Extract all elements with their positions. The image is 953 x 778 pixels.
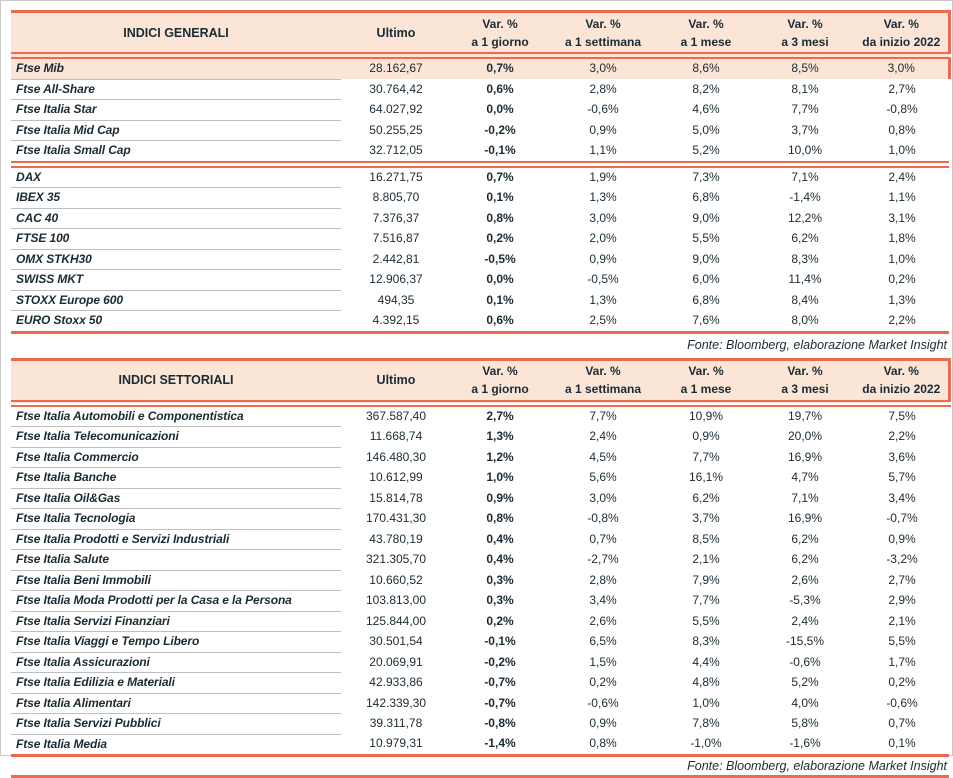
var-1-settimana: 2,8% — [589, 572, 617, 587]
var-da-inizio-2022: 0,7% — [888, 716, 916, 730]
var-label: Var. % — [688, 364, 724, 378]
var-3-mesi: 8,1% — [791, 81, 819, 96]
column-header-var-3-mesi — [755, 12, 855, 56]
source-note: Fonte: Bloomberg, elaborazione Market Insight — [687, 759, 947, 773]
ultimo-value: 20.069,91 — [369, 654, 423, 669]
var-da-inizio-2022: 2,2% — [888, 429, 916, 443]
var-1-settimana: 1,5% — [589, 654, 617, 669]
var-1-giorno: -1,4% — [451, 734, 549, 756]
table-row — [11, 488, 949, 509]
var-1-mese: 7,7% — [692, 593, 720, 607]
var-1-settimana: 1,1% — [589, 142, 617, 157]
var-3-mesi: 19,7% — [787, 408, 823, 423]
var-da-inizio-2022: -0,6% — [886, 695, 918, 710]
var-3-mesi: 5,8% — [791, 716, 819, 730]
var-1-mese: 4,6% — [692, 102, 720, 116]
var-1-giorno: 0,1% — [486, 292, 514, 307]
table-header — [11, 359, 949, 403]
var-3-mesi: 10,0% — [787, 142, 823, 157]
var-da-inizio-2022: 5,5% — [888, 634, 916, 648]
var-sublabel: a 1 giorno — [471, 382, 529, 396]
var-3-mesi: 16,9% — [787, 449, 823, 464]
var-da-inizio-2022: 1,0% — [888, 251, 916, 266]
var-1-settimana: -0,5% — [587, 272, 619, 286]
var-1-settimana: 0,2% — [589, 675, 617, 689]
var-3-mesi: 4,0% — [791, 695, 819, 710]
ultimo-value: 50.255,25 — [369, 122, 423, 137]
var-3-mesi: 8,5% — [755, 56, 855, 80]
var-1-settimana: 2,6% — [589, 613, 617, 628]
var-3-mesi: 8,3% — [791, 251, 819, 266]
ultimo-value: 8.805,70 — [372, 190, 420, 204]
var-1-mese: 7,3% — [657, 164, 755, 188]
var-3-mesi: 6,2% — [791, 552, 819, 566]
var-da-inizio-2022: 7,5% — [888, 408, 916, 423]
var-1-giorno: 0,1% — [486, 190, 514, 204]
ultimo-value: 125.844,00 — [365, 613, 427, 628]
column-header-var-1-mese — [657, 359, 755, 403]
var-1-mese: 8,6% — [657, 56, 755, 80]
index-name: Ftse Italia Mid Cap — [11, 120, 341, 141]
index-name: Ftse Italia Viaggi e Tempo Libero — [11, 632, 341, 653]
var-da-inizio-2022: 0,9% — [888, 531, 916, 546]
ultimo-value: 2.442,81 — [372, 251, 420, 266]
table-row — [11, 673, 949, 694]
var-1-giorno: -0,8% — [484, 716, 516, 730]
var-da-inizio-2022: 1,8% — [888, 231, 916, 245]
var-da-inizio-2022: 1,3% — [888, 292, 916, 307]
var-1-settimana: 0,8% — [549, 734, 657, 756]
var-1-giorno: 0,0% — [486, 102, 514, 116]
ultimo-value: 7.376,37 — [372, 210, 420, 225]
ultimo-value: 11.668,74 — [369, 429, 423, 443]
var-1-giorno: 0,4% — [486, 531, 514, 546]
index-name: Ftse Italia Moda Prodotti per la Casa e la Persona — [11, 591, 341, 612]
var-label: Var. % — [787, 16, 823, 31]
var-1-settimana: 2,5% — [549, 311, 657, 333]
ultimo-value: 10.612,99 — [369, 470, 423, 484]
var-3-mesi: 8,0% — [755, 311, 855, 333]
var-label: Var. % — [585, 364, 621, 378]
var-sublabel: a 1 mese — [680, 34, 732, 49]
var-1-giorno: -0,2% — [484, 122, 516, 137]
index-name: STOXX Europe 600 — [11, 290, 341, 311]
var-3-mesi: 2,4% — [791, 613, 819, 628]
var-label: Var. % — [585, 16, 621, 31]
var-1-giorno: 0,7% — [451, 164, 549, 188]
var-1-mese: 1,0% — [692, 695, 720, 710]
var-1-mese: 8,5% — [692, 531, 720, 546]
var-1-giorno: -0,1% — [484, 634, 516, 648]
var-1-giorno: -0,1% — [484, 142, 516, 157]
index-name: Ftse Italia Media — [11, 734, 341, 756]
row-group — [11, 164, 949, 332]
var-3-mesi: 20,0% — [787, 429, 823, 443]
var-1-giorno: 0,2% — [486, 231, 514, 245]
column-header-var-1-mese — [657, 12, 755, 56]
table-title: INDICI GENERALI — [11, 12, 341, 56]
column-header-var-1-settimana — [549, 359, 657, 403]
var-1-mese: 5,5% — [692, 231, 720, 245]
var-da-inizio-2022: 0,1% — [855, 734, 949, 756]
ultimo-value: 12.906,37 — [369, 272, 423, 286]
table-row — [11, 100, 949, 121]
var-1-giorno: 0,7% — [451, 56, 549, 80]
index-name: Ftse Italia Edilizia e Materiali — [11, 673, 341, 694]
table-row — [11, 249, 949, 270]
ultimo-value: 494,35 — [377, 292, 415, 307]
index-name: Ftse Italia Telecomunicazioni — [11, 427, 341, 448]
var-3-mesi: -5,3% — [789, 593, 821, 607]
var-1-mese: 4,4% — [692, 654, 720, 669]
var-1-mese: 6,8% — [692, 292, 720, 307]
var-1-mese: 7,7% — [692, 449, 720, 464]
var-1-giorno: 1,2% — [486, 449, 514, 464]
var-1-mese: 3,7% — [692, 511, 720, 525]
column-header-var-1-giorno — [451, 359, 549, 403]
var-1-mese: 6,8% — [692, 190, 720, 204]
index-name: Ftse Italia Tecnologia — [11, 509, 341, 530]
var-1-giorno: 1,0% — [486, 470, 514, 484]
var-da-inizio-2022: 5,7% — [888, 470, 916, 484]
var-1-giorno: 0,3% — [486, 593, 514, 607]
var-1-settimana: -0,8% — [587, 511, 619, 525]
column-header-var-da-inizio-2022 — [855, 12, 949, 56]
var-1-settimana: 3,0% — [589, 210, 617, 225]
var-1-settimana: 1,3% — [589, 292, 617, 307]
var-sublabel: a 1 mese — [680, 382, 732, 396]
table-row — [11, 208, 949, 229]
table-row — [11, 229, 949, 250]
ultimo-value: 39.311,78 — [369, 716, 423, 730]
var-1-giorno: 0,9% — [486, 490, 514, 505]
table-row — [11, 652, 949, 673]
var-label: Var. % — [883, 16, 919, 31]
table-row — [11, 714, 949, 735]
index-name: Ftse Italia Servizi Pubblici — [11, 714, 341, 735]
var-1-giorno: 0,2% — [486, 613, 514, 628]
index-name: Ftse Italia Oil&Gas — [11, 488, 341, 509]
var-1-giorno: 0,4% — [486, 552, 514, 566]
var-3-mesi: 3,7% — [791, 122, 819, 137]
var-1-settimana: -0,6% — [587, 102, 619, 116]
var-1-mese: 10,9% — [688, 408, 724, 423]
var-3-mesi: 6,2% — [791, 531, 819, 546]
ultimo-value: 64.027,92 — [369, 102, 423, 116]
ultimo-value: 16.271,75 — [341, 164, 451, 188]
var-1-settimana: 0,9% — [589, 716, 617, 730]
table-row — [11, 164, 949, 188]
index-name: IBEX 35 — [11, 188, 341, 209]
var-1-settimana: 1,3% — [589, 190, 617, 204]
index-name: Ftse Italia Prodotti e Servizi Industriali — [11, 529, 341, 550]
ultimo-value: 10.979,31 — [341, 734, 451, 756]
var-1-giorno: 0,8% — [486, 511, 514, 525]
var-1-giorno: 0,6% — [486, 81, 514, 96]
header-row — [11, 12, 949, 56]
var-da-inizio-2022: -3,2% — [886, 552, 918, 566]
var-da-inizio-2022: 2,4% — [855, 164, 949, 188]
table-row — [11, 611, 949, 632]
var-3-mesi: 5,2% — [791, 675, 819, 689]
table-row — [11, 550, 949, 571]
var-da-inizio-2022: 1,1% — [888, 190, 916, 204]
table-row — [11, 311, 949, 333]
table-row — [11, 734, 949, 756]
ultimo-value: 146.480,30 — [365, 449, 427, 464]
table-row — [11, 188, 949, 209]
ultimo-value: 15.814,78 — [369, 490, 423, 505]
column-header-ultimo: Ultimo — [341, 359, 451, 403]
table-row — [11, 529, 949, 550]
index-name: Ftse Italia Alimentari — [11, 693, 341, 714]
var-1-giorno: 1,3% — [486, 429, 514, 443]
ultimo-value: 103.813,00 — [365, 593, 427, 607]
var-1-giorno: 0,6% — [451, 311, 549, 333]
table-row — [11, 270, 949, 291]
var-da-inizio-2022: 1,0% — [888, 142, 916, 157]
index-name: Ftse Mib — [11, 56, 341, 80]
var-1-giorno: -0,7% — [484, 675, 516, 689]
var-1-mese: 7,6% — [657, 311, 755, 333]
index-name: SWISS MKT — [11, 270, 341, 291]
ultimo-value: 28.162,67 — [341, 56, 451, 80]
table-row — [11, 693, 949, 714]
ultimo-value: 367.587,40 — [365, 408, 427, 423]
var-3-mesi: -1,4% — [789, 190, 821, 204]
var-da-inizio-2022: 2,1% — [888, 613, 916, 628]
index-name: Ftse Italia Assicurazioni — [11, 652, 341, 673]
var-1-giorno: 2,7% — [486, 408, 514, 423]
ultimo-value: 32.712,05 — [369, 142, 423, 157]
var-1-mese: 5,0% — [692, 122, 720, 137]
var-3-mesi: -0,6% — [789, 654, 821, 669]
var-1-mese: -1,0% — [657, 734, 755, 756]
table-row — [11, 509, 949, 530]
var-1-settimana: 3,0% — [549, 56, 657, 80]
index-name: Ftse Italia Salute — [11, 550, 341, 571]
table-row — [11, 447, 949, 468]
ultimo-value: 10.660,52 — [369, 572, 423, 587]
var-sublabel: da inizio 2022 — [862, 34, 941, 49]
table-row — [11, 468, 949, 489]
var-da-inizio-2022: 2,2% — [855, 311, 949, 333]
var-1-settimana: 0,9% — [589, 122, 617, 137]
column-header-var-3-mesi — [755, 359, 855, 403]
var-1-mese: 5,5% — [692, 613, 720, 628]
index-name: Ftse Italia Star — [11, 100, 341, 121]
var-3-mesi: 6,2% — [791, 231, 819, 245]
ultimo-value: 170.431,30 — [365, 511, 427, 525]
table-row — [11, 120, 949, 141]
index-name: OMX STKH30 — [11, 249, 341, 270]
var-1-settimana: 5,6% — [589, 470, 617, 484]
var-1-mese: 9,0% — [692, 210, 720, 225]
var-sublabel: da inizio 2022 — [862, 382, 941, 396]
var-1-mese: 8,3% — [692, 634, 720, 648]
var-1-mese: 16,1% — [688, 470, 724, 484]
ultimo-value: 321.305,70 — [365, 552, 427, 566]
var-1-settimana: 2,0% — [589, 231, 617, 245]
ultimo-value: 42.933,86 — [369, 675, 423, 689]
index-name: Ftse Italia Commercio — [11, 447, 341, 468]
var-da-inizio-2022: -0,7% — [886, 511, 918, 525]
index-name: Ftse Italia Small Cap — [16, 143, 131, 157]
var-1-settimana: -2,7% — [587, 552, 619, 566]
var-1-settimana: 0,9% — [589, 251, 617, 266]
index-name: Ftse All-Share — [11, 79, 341, 100]
row-group — [11, 56, 949, 165]
column-header-var-1-settimana — [549, 12, 657, 56]
var-da-inizio-2022: 2,7% — [888, 572, 916, 587]
var-label: Var. % — [482, 16, 518, 31]
var-1-mese: 9,0% — [692, 251, 720, 266]
var-1-giorno: 0,3% — [486, 572, 514, 587]
var-da-inizio-2022: 2,9% — [888, 593, 916, 607]
var-3-mesi: 16,9% — [787, 511, 823, 525]
var-1-giorno: -0,5% — [484, 251, 516, 266]
var-3-mesi: 2,6% — [791, 572, 819, 587]
source-note: Fonte: Bloomberg, elaborazione Market Insight — [687, 337, 947, 352]
index-name: FTSE 100 — [11, 229, 341, 250]
var-da-inizio-2022: 3,1% — [888, 210, 916, 225]
index-name: Ftse Italia Servizi Finanziari — [11, 611, 341, 632]
table-row — [11, 141, 949, 165]
var-sublabel: a 1 giorno — [471, 34, 529, 49]
index-name: EURO Stoxx 50 — [11, 311, 341, 333]
table-row — [11, 290, 949, 311]
row-group — [11, 403, 949, 756]
index-name: Ftse Italia Automobili e Componentistica — [11, 403, 341, 427]
ultimo-value: 142.339,30 — [365, 695, 427, 710]
var-1-settimana: 1,9% — [549, 164, 657, 188]
var-da-inizio-2022: 3,6% — [888, 449, 916, 464]
var-1-giorno: -0,7% — [484, 695, 516, 710]
var-da-inizio-2022: -0,8% — [886, 102, 918, 116]
var-1-mese: 7,8% — [692, 716, 720, 730]
var-3-mesi: 7,1% — [755, 164, 855, 188]
var-da-inizio-2022: 0,2% — [888, 272, 916, 286]
var-1-giorno: 0,8% — [486, 210, 514, 225]
var-da-inizio-2022: 0,8% — [888, 122, 916, 137]
var-1-giorno: 0,0% — [486, 272, 514, 286]
var-3-mesi: 7,7% — [791, 102, 819, 116]
var-sublabel: a 1 settimana — [564, 382, 642, 396]
var-1-mese: 4,8% — [692, 675, 720, 689]
table-row — [11, 570, 949, 591]
table-row — [11, 79, 949, 100]
var-1-giorno: -0,2% — [484, 654, 516, 669]
var-da-inizio-2022: 2,7% — [888, 81, 916, 96]
var-3-mesi: 7,1% — [791, 490, 819, 505]
var-3-mesi: 12,2% — [787, 210, 823, 225]
index-name: Ftse Italia Beni Immobili — [11, 570, 341, 591]
var-1-settimana: -0,6% — [587, 695, 619, 710]
var-1-mese: 5,2% — [692, 142, 720, 157]
ultimo-value: 4.392,15 — [341, 311, 451, 333]
var-3-mesi: 8,4% — [791, 292, 819, 307]
table-indici-settoriali — [11, 358, 951, 758]
table-row — [11, 427, 949, 448]
header-row — [11, 359, 949, 403]
ultimo-value: 30.501,54 — [369, 634, 423, 648]
index-name: CAC 40 — [11, 208, 341, 229]
var-3-mesi: -15,5% — [785, 634, 825, 648]
column-header-var-1-giorno — [451, 12, 549, 56]
var-1-settimana: 6,5% — [589, 634, 617, 648]
var-1-settimana: 2,8% — [589, 81, 617, 96]
var-label: Var. % — [688, 16, 724, 31]
var-da-inizio-2022: 3,0% — [855, 56, 949, 80]
var-1-settimana: 3,4% — [589, 593, 617, 607]
var-sublabel: a 1 settimana — [564, 34, 642, 49]
var-da-inizio-2022: 1,7% — [888, 654, 916, 669]
var-1-settimana: 2,4% — [589, 429, 617, 443]
var-1-mese: 7,9% — [692, 572, 720, 587]
var-1-mese: 0,9% — [692, 429, 720, 443]
table-row — [11, 403, 949, 427]
var-1-settimana: 7,7% — [589, 408, 617, 423]
table-header — [11, 12, 949, 56]
index-name: Ftse Italia Banche — [11, 468, 341, 489]
var-1-mese: 6,0% — [692, 272, 720, 286]
column-header-var-da-inizio-2022 — [855, 359, 949, 403]
ultimo-value: 30.764,42 — [369, 81, 423, 96]
ultimo-value: 43.780,19 — [369, 531, 423, 546]
var-1-mese: 8,2% — [692, 81, 720, 96]
var-1-mese: 2,1% — [692, 552, 720, 566]
table-row — [11, 56, 949, 80]
var-3-mesi: 11,4% — [788, 272, 822, 286]
var-da-inizio-2022: 3,4% — [888, 490, 916, 505]
table-title: INDICI SETTORIALI — [11, 359, 341, 403]
var-sublabel: a 3 mesi — [781, 34, 829, 49]
var-1-mese: 6,2% — [692, 490, 720, 505]
var-1-settimana: 3,0% — [589, 490, 617, 505]
column-header-ultimo: Ultimo — [341, 12, 451, 56]
var-da-inizio-2022: 0,2% — [888, 675, 916, 689]
var-3-mesi: -1,6% — [755, 734, 855, 756]
var-1-settimana: 0,7% — [589, 531, 617, 546]
var-label: Var. % — [787, 364, 823, 378]
var-label: Var. % — [883, 364, 919, 378]
var-label: Var. % — [482, 364, 518, 378]
table-indici-generali — [11, 10, 951, 334]
ultimo-value: 7.516,87 — [372, 231, 420, 245]
index-name: DAX — [11, 164, 341, 188]
var-1-settimana: 4,5% — [589, 449, 617, 464]
var-3-mesi: 4,7% — [791, 470, 819, 484]
table-row — [11, 632, 949, 653]
table-row — [11, 591, 949, 612]
var-sublabel: a 3 mesi — [781, 382, 829, 396]
